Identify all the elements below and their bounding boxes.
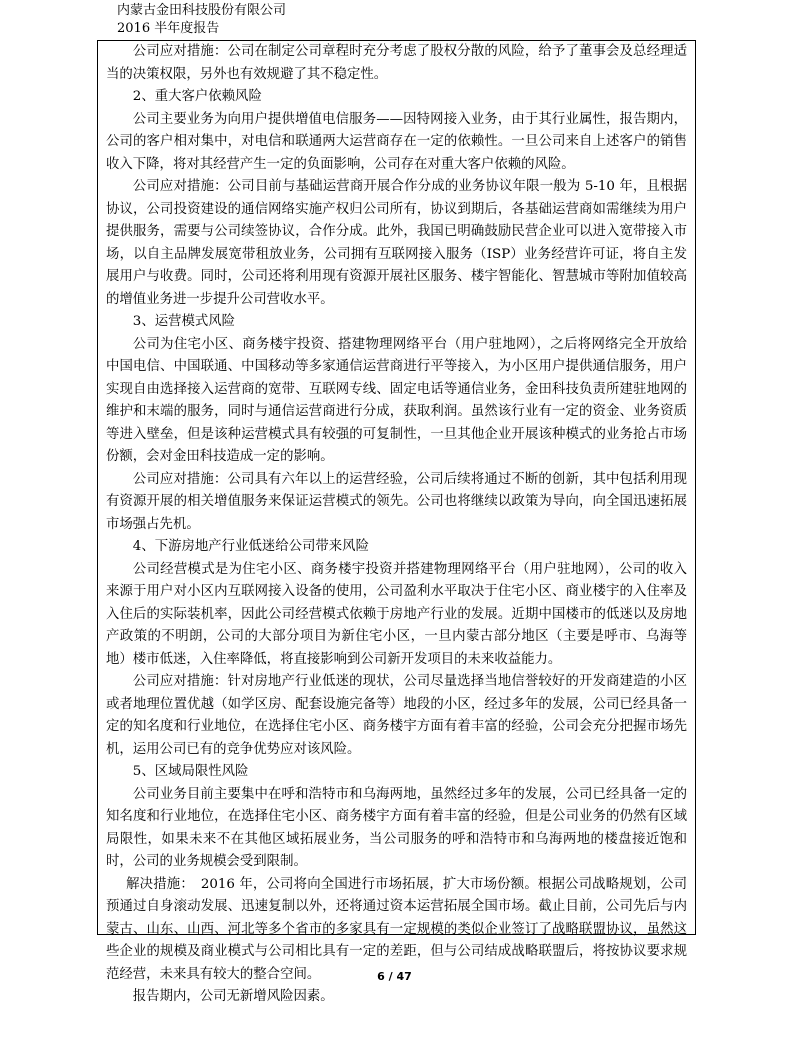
company-name: 内蒙古金田科技股份有限公司: [117, 3, 287, 18]
section-heading-real-estate: 4、下游房地产行业低迷给公司带来风险: [132, 539, 369, 554]
customer-dependency-countermeasure-paragraph: 公司应对措施：公司目前与基础运营商开展合作分成的业务协议年限一般为 5-10 年，且根据协议，公司投资建设的通信网络实施产权归公司所有，协议到期后，各基础运营商如需继续为用户提供服务，需要与公司续签协议，合作分成。此外，我国已明确鼓励民营企业可以进入宽带接入市场，以自主品牌发展宽带租放业务，公司拥有互联网接入服务（ISP）业务经营许可证，将自主发展用户与收费。同时，公司还将利用现有资源开展社区服务、楼宇智能化、智慧城市等附加值较高的增值业务进一步提升公司营收水平。: [106, 179, 687, 307]
page-number: 6 / 47: [377, 970, 412, 983]
report-title: 2016 半年度报告: [117, 21, 220, 36]
operating-model-paragraph: 公司为住宅小区、商务楼宇投资、搭建物理网络平台（用户驻地网），之后将网络完全开放给中国电信、中国联通、中国移动等多家通信运营商进行平等接入，为小区用户提供通信服务，用户实现自由选择接入运营商的宽带、互联网专线、固定电话等通信业务，金田科技负责所建驻地网的维护和末端的服务，同时与通信运营商进行分成，获取利润。虽然该行业有一定的资金、业务资质等进入壁垒，但是该种运营模式具有较强的可复制性，一旦其他企业开展该种模式的业务抢占市场份额，会对金田科技造成一定的影响。: [106, 336, 687, 464]
shareholding-countermeasure-paragraph: 公司应对措施：公司在制定公司章程时充分考虑了股权分散的风险，给予了董事会及总经理适当的决策权限，另外也有效规避了其不稳定性。: [106, 44, 687, 82]
customer-dependency-paragraph: 公司主要业务为向用户提供增值电信服务——因特网接入业务，由于其行业属性，报告期内，公司的客户相对集中，对电信和联通两大运营商存在一定的依赖性。一旦公司来自上述客户的销售收入下降，将对其经营产生一定的负面影响，公司存在对重大客户依赖的风险。: [106, 111, 687, 172]
section-heading-regional: 5、区域局限性风险: [132, 764, 249, 779]
operating-model-countermeasure-paragraph: 公司应对措施：公司具有六年以上的运营经验，公司后续将通过不断的创新，其中包括利用现有资源开展的相关增值服务来保证运营模式的领先。公司也将继续以政策为导向，向全国迅速拓展市场强占先机。: [106, 471, 687, 532]
regional-solution-paragraph: 解决措施： 2016 年，公司将向全国进行市场拓展，扩大市场份额。根据公司战略规划，公司预通过自身滚动发展、迅速复制以外，还将通过资本运营拓展全国市场。截止目前，公司先后与内蒙古、山东、山西、河北等多个省市的多家具有一定规模的类似企业签订了战略联盟协议，虽然这些企业的规模及商业模式与公司相比具有一定的差距，但与公司结成战略联盟后，将按协议要求规范经营，未来具有较大的整合空间。: [106, 876, 687, 982]
real-estate-countermeasure-paragraph: 公司应对措施：针对房地产行业低迷的现状，公司尽量选择当地信誉较好的开发商建造的小区或者地理位置优越（如学区房、配套设施完备等）地段的小区，经过多年的发展，公司已经具备一定的知名度和行业地位，在选择住宅小区、商务楼宇方面有着丰富的经验，公司会充分把握市场先机，运用公司已有的竞争优势应对该风险。: [106, 674, 687, 757]
section-heading-customer-dependency: 2、重大客户依赖风险: [132, 89, 262, 104]
section-heading-operating-model: 3、运营模式风险: [132, 314, 236, 329]
real-estate-paragraph: 公司经营模式是为住宅小区、商务楼宇投资并搭建物理网络平台（用户驻地网），公司的收入来源于用户对小区内互联网接入设备的使用，公司盈利水平取决于住宅小区、商业楼宇的入住率及入住后的实际装机率，因此公司经营模式依赖于房地产行业的发展。近期中国楼市的低迷以及房地产政策的不明朗，公司的大部分项目为新住宅小区，一旦内蒙古部分地区（主要是呼市、乌海等地）楼市低迷，入住率降低，将直接影响到公司新开发项目的未来收益能力。: [106, 561, 687, 667]
no-new-risk-statement: 报告期内，公司无新增风险因素。: [132, 989, 334, 1004]
regional-paragraph: 公司业务目前主要集中在呼和浩特市和乌海两地，虽然经过多年的发展，公司已经具备一定的知名度和行业地位，在选择住宅小区、商务楼宇方面有着丰富的经验，但是公司业务的仍然有区域局限性，如果未来不在其他区域拓展业务，当公司服务的呼和浩特市和乌海两地的楼盘接近饱和时，公司的业务规模会受到限制。: [106, 786, 687, 869]
